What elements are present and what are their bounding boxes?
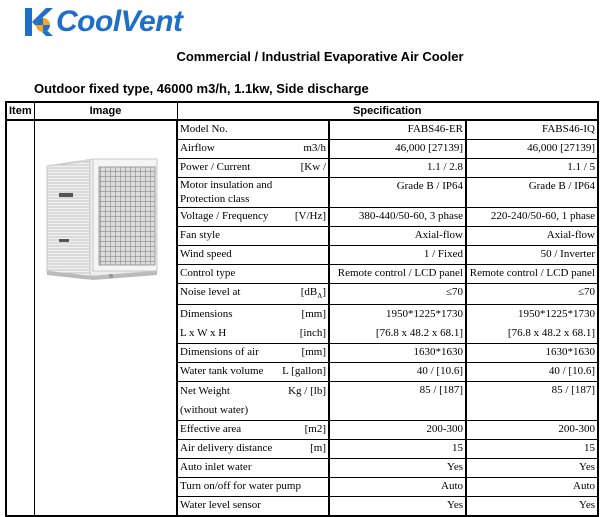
page-subtitle: Outdoor fixed type, 46000 m3/h, 1.1kw, Side discharge [34,81,369,96]
spec-value-iq: Remote control / LCD panel [466,265,598,284]
spec-value-er: ≤70 [329,284,466,305]
spec-value-iq: 1.1 / 5 [466,159,598,178]
spec-value-er: 380-440/50-60, 3 phase [329,208,466,227]
spec-label: Fan style [177,227,329,246]
spec-value-iq: Grade B / IP64 [466,178,598,208]
spec-value-iq: 85 / [187] [466,382,598,421]
header-item: Item [6,102,34,120]
brand-name: CoolVent [56,5,183,38]
air-cooler-image [35,121,178,281]
page-title: Commercial / Industrial Evaporative Air Cooler [176,49,464,64]
spec-label: Noise level at $[dB_A]$ [177,284,329,305]
table-row [6,120,598,140]
spec-value-er: 40 / [10.6] [329,363,466,382]
spec-value-er: FABS46-ER [329,120,466,140]
spec-value-er: Remote control / LCD panel [329,265,466,284]
spec-label: Air delivery distance [m] [177,440,329,459]
spec-value-er: Auto [329,478,466,497]
spec-value-iq: Axial-flow [466,227,598,246]
spec-label: Turn on/off for water pump [177,478,329,497]
brand-logo [22,2,183,42]
spec-label: Dimensions [mm] L x W x H [inch] [177,305,329,344]
header-specification: Specification [177,102,598,120]
spec-value-iq: 40 / [10.6] [466,363,598,382]
spec-value-iq: 1950*1225*1730 [76.8 x 48.2 x 68.1] [466,305,598,344]
spec-value-iq: ≤70 [466,284,598,305]
spec-label: Water tank volume L [gallon] [177,363,329,382]
spec-label: Auto inlet water [177,459,329,478]
product-image-cell [34,120,177,516]
spec-value-er: 85 / [187] [329,382,466,421]
coolvent-logo-icon [22,5,56,39]
spec-table [5,101,599,517]
table-header-row [6,102,598,120]
spec-label: Motor insulation and Protection class [177,178,329,208]
spec-value-er: 200-300 [329,421,466,440]
spec-value-iq: 200-300 [466,421,598,440]
spec-label: Water level sensor [177,497,329,517]
spec-value-iq: 15 [466,440,598,459]
spec-value-iq: 1630*1630 [466,344,598,363]
item-cell [6,120,34,516]
spec-value-iq: Yes [466,497,598,517]
spec-label: Net Weight Kg / [lb] (without water) [177,382,329,421]
spec-value-iq: 50 / Inverter [466,246,598,265]
spec-value-er: 46,000 [27139] [329,140,466,159]
spec-label: Model No. [177,120,329,140]
spec-value-er: Axial-flow [329,227,466,246]
header-image: Image [34,102,177,120]
spec-label: Voltage / Frequency [V/Hz] [177,208,329,227]
spec-label: Wind speed [177,246,329,265]
spec-value-iq: 46,000 [27139] [466,140,598,159]
spec-value-er: Yes [329,497,466,517]
spec-label: Airflow m3/h [177,140,329,159]
spec-label: Control type [177,265,329,284]
spec-value-er: Grade B / IP64 [329,178,466,208]
spec-value-iq: Yes [466,459,598,478]
spec-value-er: Yes [329,459,466,478]
spec-value-iq: Auto [466,478,598,497]
spec-label: Dimensions of air [mm] [177,344,329,363]
spec-label: Power / Current [Kw / [177,159,329,178]
spec-label: Effective area [m2] [177,421,329,440]
spec-value-er: 1630*1630 [329,344,466,363]
spec-value-er: 1950*1225*1730 [76.8 x 48.2 x 68.1] [329,305,466,344]
spec-value-er: 1.1 / 2.8 [329,159,466,178]
spec-value-er: 15 [329,440,466,459]
spec-value-iq: 220-240/50-60, 1 phase [466,208,598,227]
spec-value-er: 1 / Fixed [329,246,466,265]
spec-value-iq: FABS46-IQ [466,120,598,140]
